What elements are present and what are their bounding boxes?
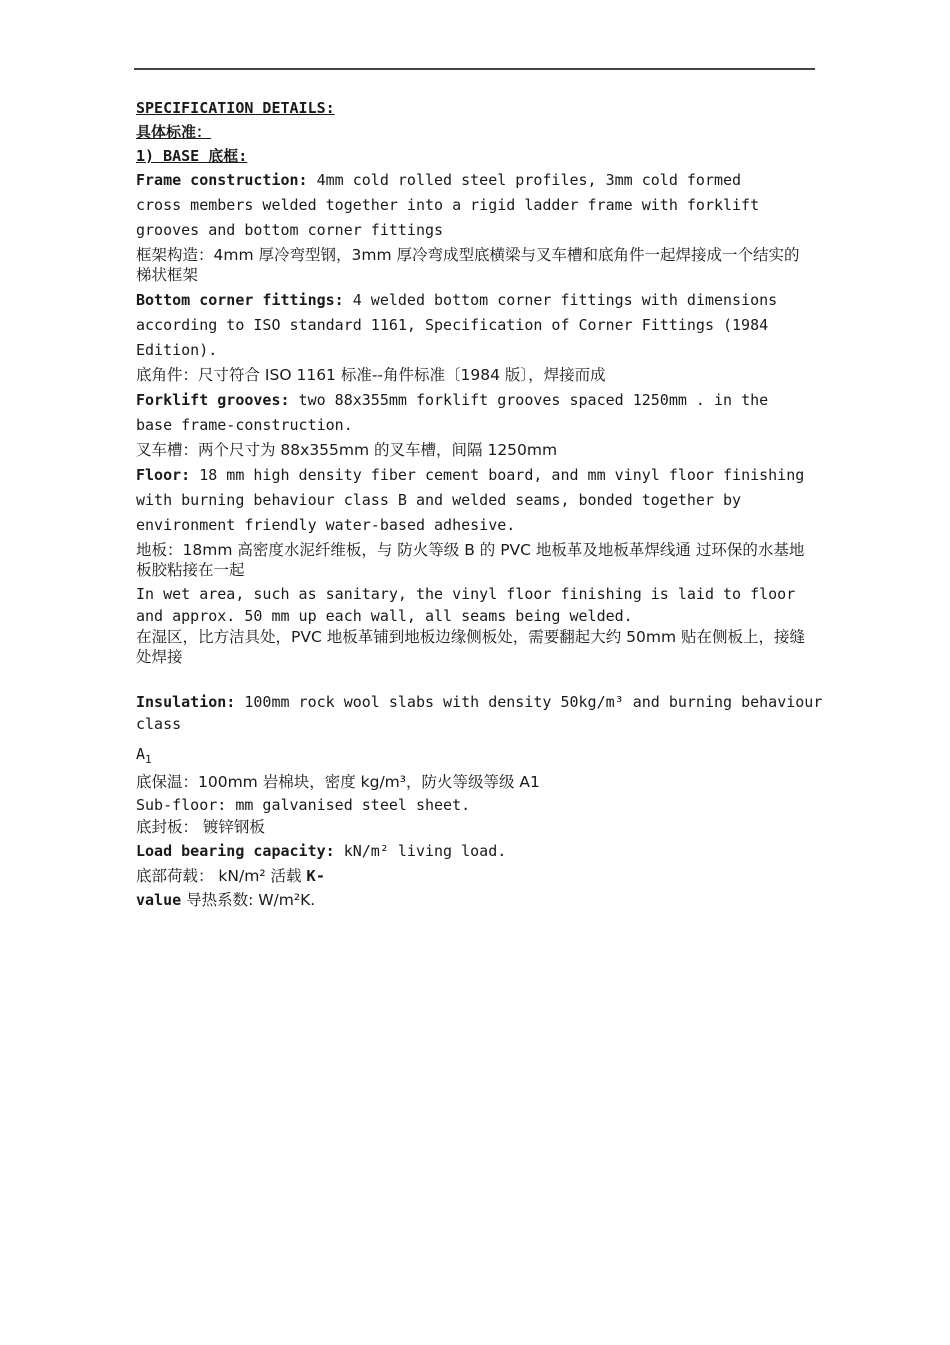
frame-text-1: 4mm cold rolled steel profiles, 3mm cold formed	[307, 171, 742, 189]
forklift-line-1	[136, 388, 808, 413]
forklift-label: Forklift grooves:	[136, 391, 290, 409]
insulation-class-subscript: 1	[145, 753, 152, 766]
insulation-class-value	[136, 743, 808, 771]
load-text-1: kN/m² living load.	[334, 842, 507, 860]
spacer	[136, 667, 808, 691]
floor-line-3: environment friendly water-based adhesive.	[136, 516, 516, 534]
corner-line-2: according to ISO standard 1161, Specification of Corner Fittings (1984	[136, 316, 769, 334]
frame-line-1	[136, 168, 808, 193]
forklift-zh: 叉车槽：两个尺寸为 88x355mm 的叉车槽，间隔 1250mm	[136, 441, 558, 459]
floor-line-2: with burning behaviour class B and welded seams, bonded together by	[136, 491, 742, 509]
corner-zh: 底角件：尺寸符合 ISO 1161 标准--角件标准〔1984 版〕，焊接而成	[136, 366, 606, 384]
subfloor-line: Sub-floor: mm galvanised steel sheet.	[136, 796, 471, 814]
insulation-class-letter: A	[136, 745, 146, 763]
floor-line-1	[136, 463, 808, 488]
frame-line-3: grooves and bottom corner fittings	[136, 221, 444, 239]
heading-zh: 具体标准：	[136, 123, 212, 141]
insulation-text-1: 100mm rock wool slabs with density 50kg/m³ and burning behaviour	[235, 693, 823, 711]
subfloor-zh: 底封板： 镀锌钢板	[136, 818, 265, 836]
forklift-line-2: base frame-construction.	[136, 416, 353, 434]
forklift-text-1: two 88x355mm forklift grooves spaced 1250mm . in the	[289, 391, 769, 409]
section-base-heading: 1) BASE 底框:	[136, 147, 248, 165]
document-body	[136, 96, 823, 911]
insulation-line-1	[136, 691, 823, 713]
top-divider	[134, 68, 815, 70]
floor-zh: 地板：18mm 高密度水泥纤维板，与 防火等级 B 的 PVC 地板革及地板革焊线通 过环保的水基地板胶粘接在一起	[136, 541, 805, 579]
wet-zh: 在湿区，比方洁具处，PVC 地板革铺到地板边缘侧板处，需要翻起大约 50mm 贴在侧板上，接缝处焊接	[136, 628, 805, 666]
frame-zh: 框架构造：4mm 厚冷弯型钢，3mm 厚冷弯成型底横梁与叉车槽和底角件一起焊接成一个结实的梯状框架	[136, 246, 800, 284]
load-zh: 底部荷载： kN/m² 活载	[136, 867, 307, 885]
load-label: Load bearing capacity:	[136, 842, 335, 860]
insulation-zh: 底保温：100mm 岩棉块，密度 kg/m³，防火等级等级 A1	[136, 773, 540, 791]
insulation-line-2: class	[136, 715, 182, 733]
frame-label: Frame construction:	[136, 171, 308, 189]
insulation-label: Insulation:	[136, 693, 236, 711]
k-value-line	[136, 889, 808, 911]
wet-line-1: In wet area, such as sanitary, the vinyl floor finishing is laid to floor	[136, 585, 796, 603]
corner-line-1	[136, 288, 808, 313]
corner-label: Bottom corner fittings:	[136, 291, 344, 309]
k-value-label-2: value	[136, 891, 182, 909]
corner-line-3: Edition).	[136, 341, 218, 359]
load-line-1	[136, 839, 808, 864]
wet-line-2: and approx. 50 mm up each wall, all seams being welded.	[136, 607, 633, 625]
floor-label: Floor:	[136, 466, 191, 484]
corner-text-1: 4 welded bottom corner fittings with dimensions	[343, 291, 778, 309]
load-zh-line	[136, 864, 808, 889]
k-value-label-1: K-	[306, 867, 326, 885]
frame-line-2: cross members welded together into a rigid ladder frame with forklift	[136, 196, 760, 214]
heading-en: SPECIFICATION DETAILS:	[136, 99, 335, 117]
floor-text-1: 18 mm high density fiber cement board, and mm vinyl floor finishing	[190, 466, 805, 484]
k-value-zh: 导热系数: W/m²K.	[181, 891, 316, 909]
